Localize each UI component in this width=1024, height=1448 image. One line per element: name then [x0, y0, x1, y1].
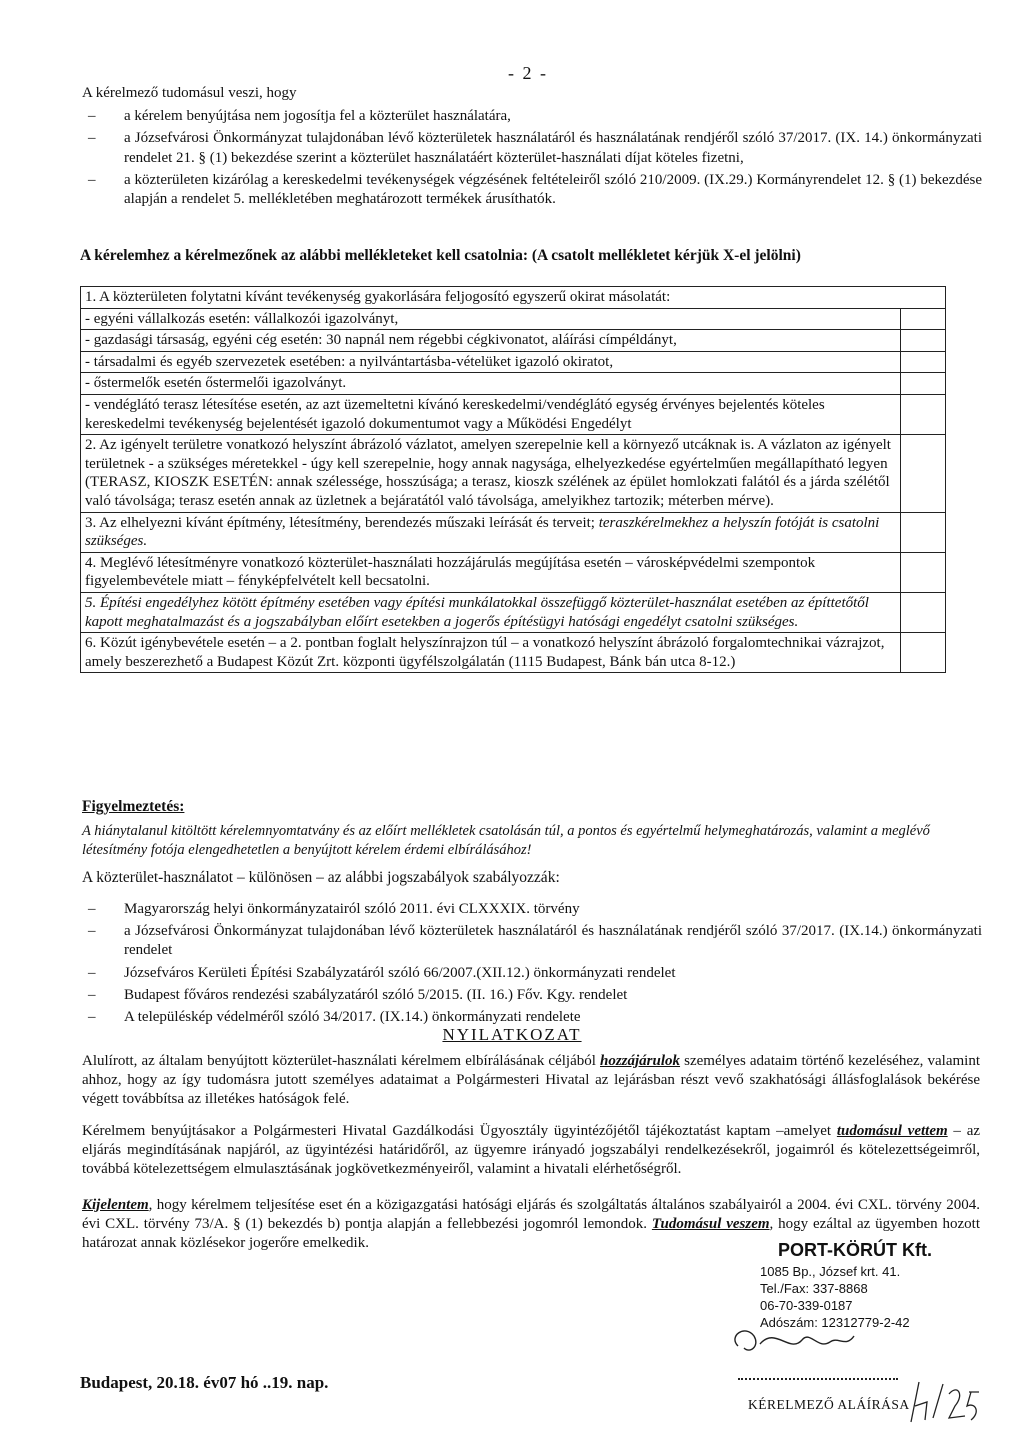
intro-lead: A kérelmező tudomásul veszi, hogy — [82, 85, 297, 101]
checkbox-cell[interactable] — [901, 330, 946, 352]
law-item: – Budapest főváros rendezési szabályzatáról szóló 5/2015. (II. 16.) Főv. Kgy. rendelet — [88, 986, 628, 1003]
law-item: – Józsefváros Kerületi Építési Szabályzatáról szóló 66/2007.(XII.12.) önkormányzati rendelet — [88, 964, 676, 981]
warning-body: A hiánytalanul kitöltött kérelemnyomtatvány és az előírt mellékletek csatolásán túl, a pontos és egyértelmű helymeghatározás, valamint a meglévő létesítmény fotója elengedhetetlen a benyújtott kérelem érdemi elbírálásához! — [82, 823, 930, 858]
checkbox-cell[interactable] — [901, 633, 946, 673]
checkbox-cell[interactable] — [901, 435, 946, 512]
declaration-paragraph-waiver: Kijelentem, hogy kérelmem teljesítése eset én a közigazgatási hatósági eljárás és szolgáltatás általános szabályairól a 2004. évi CXL. törvény 2004. évi CXL. törvény 73/A. § (1) bekezdés b) pontja alapján a fellebbezési jogomról lemondok. Tudomásul veszem, hogy ezáltal az ügyemben hozott határozat annak közlésekor jogerőre emelkedik. — [82, 1197, 980, 1252]
table-row: 5. Építési engedélyhez kötött építmény esetében vagy építési munkálatokkal összefüggő közterület-használat esetében az építtetőtől kapott meghatalmazást és a jogszabályban előírt esetekben a jogerős építésügyi hatósági engedélyt csatolni szükséges. — [81, 592, 946, 632]
stamp-mobile: 06-70-339-0187 — [760, 1298, 853, 1314]
laws-lead: A közterület-használatot – különösen – az alábbi jogszabályok szabályozzák: — [82, 869, 560, 886]
table-row: - egyéni vállalkozás esetén: vállalkozói igazolványt, — [81, 308, 946, 330]
signature-label: KÉRELMEZŐ ALÁÍRÁSA — [748, 1397, 910, 1412]
checkbox-cell[interactable] — [901, 373, 946, 395]
table-row: - vendéglátó terasz létesítése esetén, az azt üzemeltetni kívánó kereskedelmi/vendéglátó egység érvényes bejelentés köteles kereskedelmi tevékenység bejelentését igazoló dokumentumot vagy a Működési Engedélyt — [81, 394, 946, 434]
stamp-company-name: PORT-KÖRÚT Kft. — [778, 1240, 932, 1260]
table-row: - őstermelők esetén őstermelői igazolványt. — [81, 373, 946, 395]
checkbox-cell[interactable] — [901, 351, 946, 373]
laws-list — [82, 900, 982, 1030]
intro-item: – a Józsefvárosi Önkormányzat tulajdonában lévő közterületek használatáról és használatának rendjéről szóló 37/2017. (IX. 14.) önkormányzati rendelet 21. § (1) bekezdése szerint a közterület használatáért közterület-használati díjat köteles fizetni, — [88, 130, 982, 166]
declaration-paragraph-consent: Alulírott, az általam benyújtott közterület-használati kérelmem elbírálásának céljából hozzájárulok személyes adataim történő kezeléséhez, valamint ahhoz, hogy az így tudomásra jutott személyes adataimat a Polgármesteri Hivatal az lejárásban részt vevő szakhatósági állásfoglalások bekérése végett továbbítsa az illetékes hatóságok felé. — [82, 1053, 980, 1108]
table-row: - gazdasági társaság, egyéni cég esetén: 30 napnál nem régebbi cégkivonatot, aláírási címpéldányt, — [81, 330, 946, 352]
stamp-tax-number: Adószám: 12312779-2-42 — [760, 1315, 910, 1331]
law-item: – A településkép védelméről szóló 34/2017. (IX.14.) önkormányzati rendelete — [88, 1008, 581, 1025]
declaration-paragraph-info: Kérelmem benyújtásakor a Polgármesteri Hivatal Gazdálkodási Ügyosztály ügyintézőjétől tájékoztatást kaptam –amelyet tudomásul vettem – az eljárás megindításának napjáról, az ügyintézési határidőről, az ügyemre irányadó jogszabályi rendelkezésekről, jogaimról és kötelezettségeimről, továbbá kötelezettségem elmulasztásának jogkövetkezményeiről, valamint a hivatali elérhetőségről. — [82, 1123, 981, 1178]
checkbox-cell[interactable] — [901, 394, 946, 434]
checkbox-cell[interactable] — [901, 592, 946, 632]
attachments-table — [80, 286, 946, 673]
table-row: - társadalmi és egyéb szervezetek esetében: a nyilvántartásba-vételüket igazoló okiratot, — [81, 351, 946, 373]
intro-section — [82, 84, 982, 212]
table-row: 4. Meglévő létesítményre vonatkozó közterület-használati hozzájárulás megújítása esetén – városképvédelmi szempontok figyelembevétele miatt – fényképfelvételt kell becsatolni. — [81, 552, 946, 592]
declaration-title: NYILATKOZAT — [442, 1025, 582, 1044]
handwritten-signature — [720, 1306, 870, 1366]
table-row: 3. Az elhelyezni kívánt építmény, létesítmény, berendezés műszaki leírását és terveit; teraszkérelmekhez a helyszín fotóját is csatolni szükséges. — [81, 512, 946, 552]
law-item: – Magyarország helyi önkormányzatairól szóló 2011. évi CLXXXIX. törvény — [88, 901, 580, 917]
intro-item: – a kérelem benyújtása nem jogosítja fel a közterület használatára, — [88, 108, 511, 125]
warning-title: Figyelmeztetés: — [82, 798, 185, 815]
table-row: 2. Az igényelt területre vonatkozó helyszínt ábrázoló vázlatot, amelyen szerepelnie kell a környező utcáknak is. A vázlaton az igényelt területnek - a szükséges méretekkel - úgy kell szerepelnie, hogy annak nagysága, elhelyezkedése egyértelműen megállapítható legyen (TERASZ, KIOSZK ESETÉN: annak szélessége, hosszúsága; a terasz, kioszk szélének az épület homlokzati falától és a járda szélétől való távolsága; terasz esetén annak az üzletnek a bejáratától való távolsága, amelyikhez tartozik; méterben mérve). — [81, 435, 946, 512]
handwritten-initials — [905, 1372, 985, 1432]
checkbox-cell[interactable] — [901, 512, 946, 552]
law-item: – a Józsefvárosi Önkormányzat tulajdonában lévő közterületek használatáról és használatának rendjéről szóló 37/2017. (IX.14.) önkormányzati rendelet — [88, 923, 982, 959]
place-and-date: Budapest, 20.18. év07 hó ..19. nap. — [80, 1373, 329, 1392]
table-row: 6. Közút igénybevétele esetén – a 2. pontban foglalt helyszínrajzon túl – a vonatkozó helyszínt ábrázoló forgalomtechnikai vázrajzot, amely beszerezhető a Budapest Közút Zrt. központi ügyfélszolgálatán (1115 Budapest, Bánk bán utca 8-12.) — [81, 633, 946, 673]
checkbox-cell[interactable] — [901, 308, 946, 330]
signature-line — [738, 1378, 898, 1380]
intro-item: – a közterületen kizárólag a kereskedelmi tevékenységek végzésének feltételeiről szóló 210/2009. (IX.29.) Kormányrendelet 12. § (1) bekezdése alapján a rendelet 5. mellékletében meghatározott termékek árusíthatók. — [88, 171, 982, 207]
table-row: 1. A közterületen folytatni kívánt tevékenység gyakorlására feljogosító egyszerű okirat másolatát: — [81, 287, 946, 309]
attachments-heading: A kérelemhez a kérelmezőnek az alábbi mellékleteket kell csatolnia: (A csatolt mellékletet kérjük X-el jelölni) — [80, 247, 801, 264]
page-number: - 2 - — [508, 63, 548, 83]
stamp-address: 1085 Bp., József krt. 41. — [760, 1263, 901, 1279]
checkbox-cell[interactable] — [901, 552, 946, 592]
stamp-phone: Tel./Fax: 337-8868 — [760, 1280, 868, 1296]
